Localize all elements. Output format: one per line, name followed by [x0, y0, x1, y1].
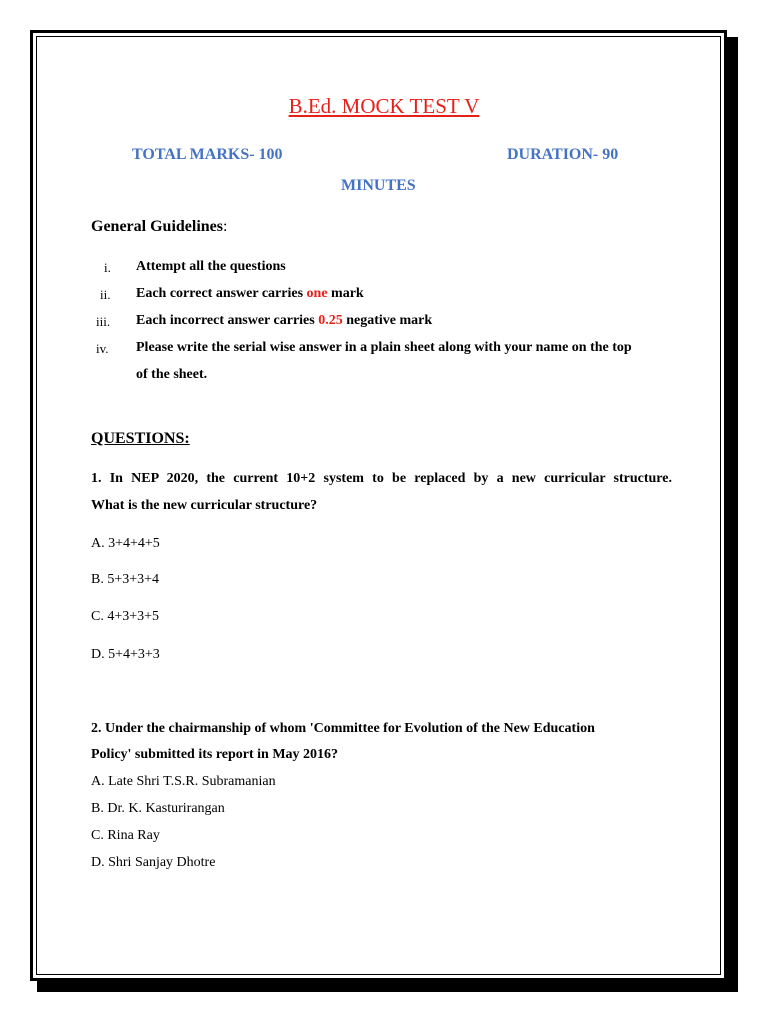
guideline-number: iii.: [96, 314, 111, 329]
guideline-text: Please write the serial wise answer in a plain sheet along with your name on the top: [136, 340, 632, 355]
question-2-line-1: 2. Under the chairmanship of whom 'Committee for Evolution of the New Education: [91, 721, 595, 736]
question-2-option-d: D. Shri Sanjay Dhotre: [91, 855, 216, 870]
questions-heading: QUESTIONS:: [91, 430, 190, 447]
guideline-item: [136, 340, 632, 356]
guideline-number: iv.: [96, 341, 109, 356]
guidelines-heading-text: General Guidelines: [91, 218, 223, 235]
test-title: B.Ed. MOCK TEST V: [288, 94, 480, 118]
guideline-item: [136, 313, 432, 329]
question-2-line-2: Policy' submitted its report in May 2016?: [91, 747, 339, 762]
guideline-highlight: 0.25: [318, 313, 343, 328]
duration-continued: MINUTES: [341, 177, 416, 194]
total-marks: TOTAL MARKS- 100: [132, 146, 283, 163]
guideline-text: Each incorrect answer carries: [136, 313, 319, 328]
question-2-option-a: A. Late Shri T.S.R. Subramanian: [91, 774, 276, 789]
guideline-number: ii.: [100, 287, 111, 302]
question-2-option-c: C. Rina Ray: [91, 828, 160, 843]
guideline-text-end: negative mark: [342, 313, 433, 328]
guideline-text: Each correct answer carries: [136, 286, 307, 301]
question-1-line-1: 1. In NEP 2020, the current 10+2 system to be replaced by a new curricular structure.: [91, 471, 672, 486]
question-2-option-b: B. Dr. K. Kasturirangan: [91, 801, 225, 816]
question-1-option-a: A. 3+4+4+5: [91, 536, 160, 551]
question-1-option-b: B. 5+3+3+4: [91, 572, 160, 587]
guideline-item: [136, 259, 286, 275]
guideline-item: [136, 286, 364, 302]
guidelines-heading: [91, 218, 227, 236]
question-1-line-2: What is the new curricular structure?: [91, 498, 318, 513]
duration: DURATION- 90: [507, 146, 619, 163]
question-1-option-c: C. 4+3+3+5: [91, 609, 160, 624]
guideline-text-end: mark: [327, 286, 364, 301]
question-1-option-d: D. 5+4+3+3: [91, 647, 160, 662]
guideline-number: i.: [104, 260, 111, 275]
guideline-text: Attempt all the questions: [136, 259, 286, 274]
guideline-highlight: one: [306, 286, 328, 301]
guideline-item-continued: of the sheet.: [136, 367, 208, 382]
guidelines-colon: :: [223, 218, 228, 235]
